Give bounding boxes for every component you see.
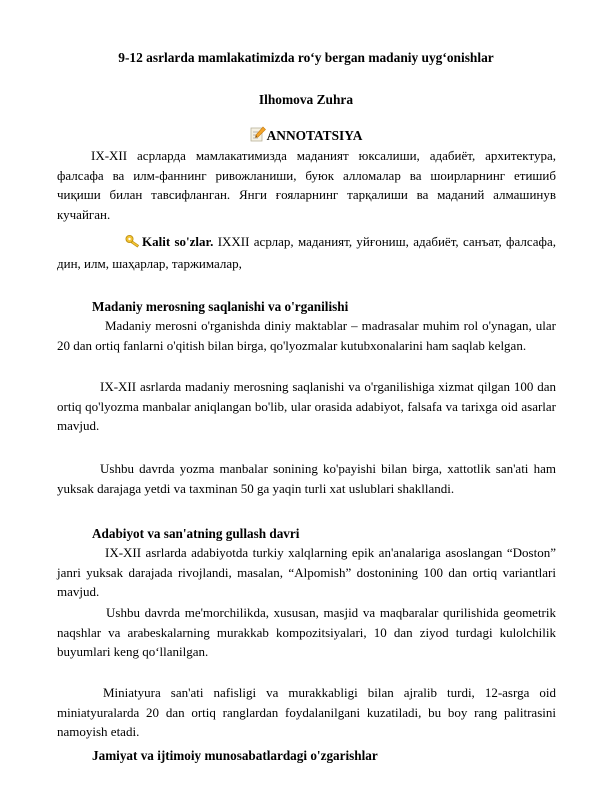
section-paragraph: Miniatyura san'ati nafisligi va murakkabligi bilan ajralib turdi, 12-asrga oid miniatyuralarda 20 dan ortiq ranglardan foydalanilgani kuzatiladi, bu boy rang palitrasini namoyish etadi. — [57, 685, 556, 739]
key-icon — [91, 234, 141, 254]
author-name: Ilhomova Zuhra — [258, 92, 354, 107]
annotation-heading: ANNOTATSIYA — [266, 128, 363, 143]
section-heading: Madaniy merosning saqlanishi va o'rganilishi — [92, 299, 349, 314]
keywords-text: IXXII асрлар, маданият, уйғониш, адабиёт, санъат, фалсафа, дин, илм, шаҳарлар, таржималар, — [57, 234, 556, 271]
document-title: 9-12 asrlarda mamlakatimizda ro‘y bergan madaniy uyg‘onishlar — [118, 50, 494, 65]
section-heading: Jamiyat va ijtimoiy munosabatlardagi o'zgarishlar — [92, 748, 378, 763]
annotation-text: IX-XII асрларда мамлакатимизда маданият юксалиши, адабиёт, архитектура, фалсафа ва илм-фаннинг ривожланиши, буюк алломалар ва шоирларнинг етишиб чиқиши билан тавсифланган. Янги ғояларнинг тарқалиши ва маданий алмашинув кучайган. — [57, 148, 556, 222]
keywords-paragraph — [57, 232, 556, 273]
section-paragraph: Madaniy merosni o'rganishda diniy maktablar – madrasalar muhim rol o'ynagan, ular 20 dan ortiq fanlarni o'qitish bilan birga, qo'lyozmalar kutubxonalarini ham saqlab kelgan. — [57, 318, 556, 353]
section-paragraph: Ushbu davrda yozma manbalar sonining ko'payishi bilan birga, xattotlik san'ati ham yuksak darajaga yetdi va taxminan 50 ga yaqin turli xat uslublari shakllandi. — [57, 461, 556, 496]
section-heading: Adabiyot va san'atning gullash davri — [92, 526, 300, 541]
pencil-memo-icon — [250, 126, 266, 147]
section-paragraph: Ushbu davrda me'morchilikda, xususan, masjid va maqbaralar qurilishida geometrik naqshlar va arabeskalarning murakkab kompozitsiyalari, 10 dan ziyod turdagi kulolchilik buyumlari keng qo‘llanilgan. — [57, 605, 556, 659]
annotation-heading-row — [0, 126, 612, 147]
section-paragraph: IX-XII asrlarda adabiyotda turkiy xalqlarning epik an'analariga asoslangan “Doston” janri yuksak darajada rivojlandi, masalan, “Alpomish” dostonining 100 dan ortiq variantlari mavjud. — [57, 545, 556, 599]
keywords-label: Kalit so'zlar. — [142, 234, 214, 249]
section-paragraph: IX-XII asrlarda madaniy merosning saqlanishi va o'rganilishiga xizmat qilgan 100 dan ortiq qo'lyozma manbalar aniqlangan bo'lib, ular orasida adabiyot, falsafa va tarixga oid asarlar mavjud. — [57, 379, 556, 433]
